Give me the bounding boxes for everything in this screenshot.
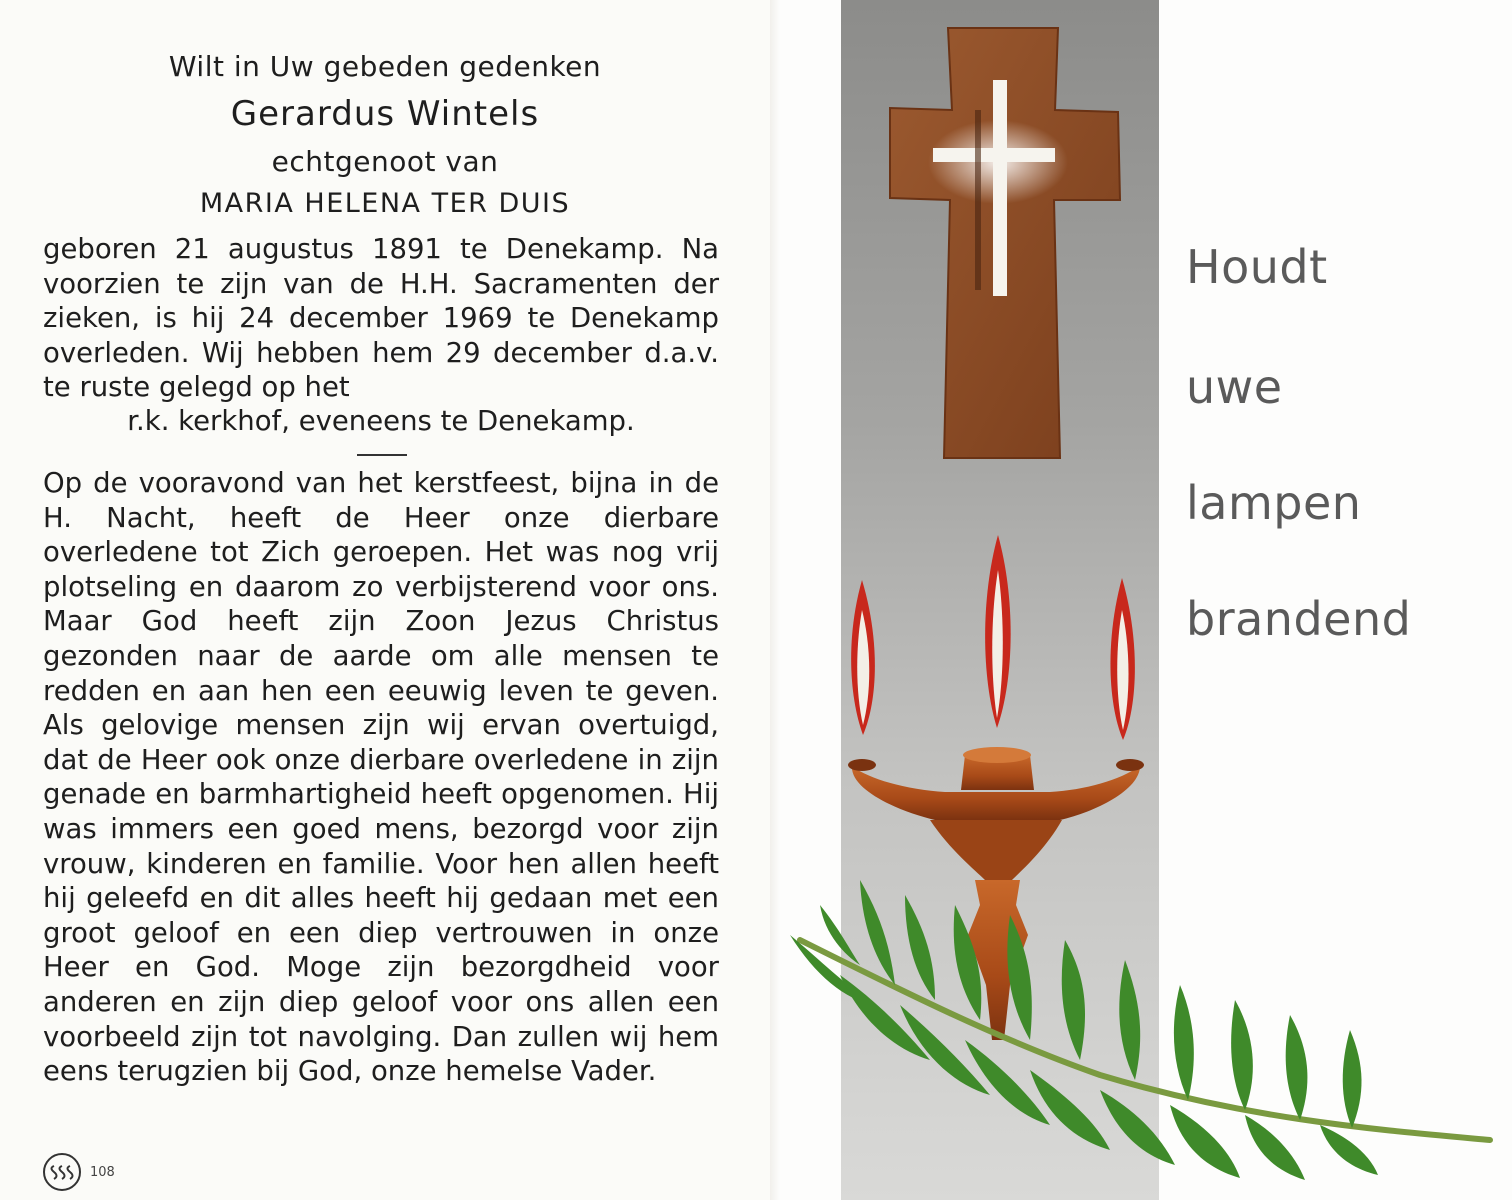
publisher-logo-icon bbox=[42, 1152, 82, 1192]
publisher-code: 108 bbox=[90, 1164, 115, 1180]
publisher-mark bbox=[42, 1152, 115, 1192]
section-divider bbox=[357, 454, 407, 456]
tribute-paragraph: Op de vooravond van het kerstfeest, bijna in de H. Nacht, heeft de Heer onze dierbare overledene tot Zich geroepen. Het was nog vrij plotseling en daarom zo verbijsterend voor ons. Maar God heeft zijn Zoon Jezus Christus gezonden naar de aarde om alle mensen te redden en aan hen een eeuwig leven te geven. Als gelovige mensen zijn wij ervan overtuigd, dat de Heer ook onze dierbare overledene in zijn genade en barmhartigheid heeft opgenomen. Hij was immers een goed mens, bezorgd voor zijn vrouw, kinderen en familie. Voor hen allen heeft hij geleefd en dit alles heeft hij gedaan met een groot geloof en een diep vertrouwen in onze Heer en God. Moge zijn bezorgdheid voor anderen en zijn diep geloof voor ons allen een voorbeeld zijn tot navolging. Dan zullen wij hem eens terugzien bij God, onze hemelse Vader. bbox=[43, 467, 719, 1088]
cross-icon bbox=[890, 28, 1120, 458]
spouse-label: echtgenoot van bbox=[271, 145, 499, 178]
flame-icon bbox=[851, 535, 1135, 740]
verse-word: lampen bbox=[1186, 476, 1362, 530]
deceased-name: Gerardus Wintels bbox=[230, 94, 540, 134]
biography-paragraph: geboren 21 augustus 1891 te Denekamp. Na voorzien te zijn van de H.H. Sacramenten der zieken, is hij 24 december 1969 te Denekamp overleden. Wij hebben hem 29 december d.a.v. te ruste gelegd op het bbox=[43, 233, 719, 404]
biography-last-line: r.k. kerkhof, eveneens te Denekamp. bbox=[127, 405, 635, 437]
oil-lamp-icon bbox=[848, 747, 1144, 1040]
verse-word: uwe bbox=[1186, 360, 1283, 414]
spouse-name: MARIA HELENA TER DUIS bbox=[199, 188, 571, 219]
memorial-intro: Wilt in Uw gebeden gedenken bbox=[168, 50, 602, 83]
verse-word: Houdt bbox=[1186, 240, 1328, 294]
palm-branch-icon bbox=[790, 880, 1490, 1180]
verse-word: brandend bbox=[1186, 592, 1412, 646]
